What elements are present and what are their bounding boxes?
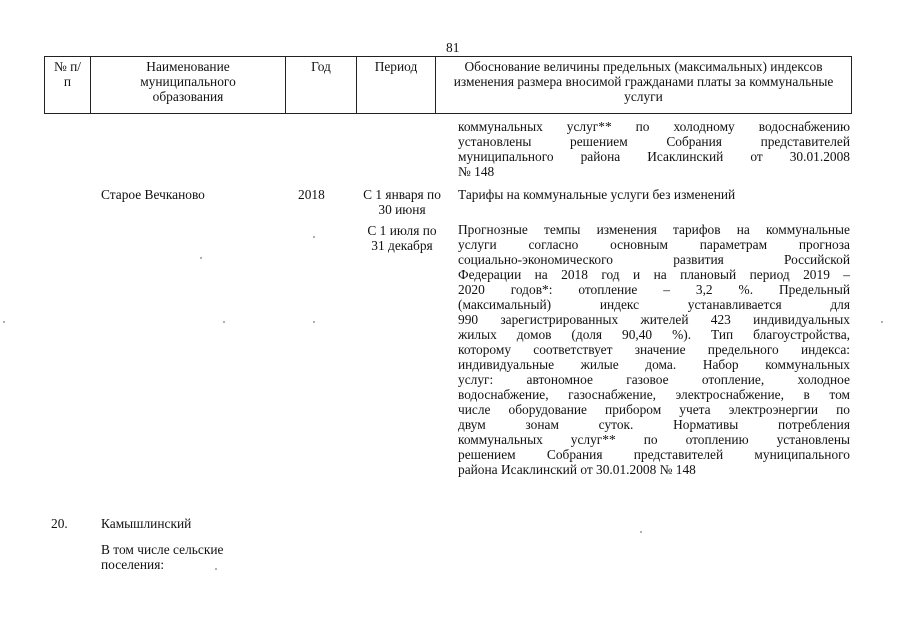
text-line: двум зонам суток. Нормативы потребления bbox=[458, 417, 850, 432]
row-year: 2018 bbox=[298, 187, 325, 202]
scan-speck bbox=[881, 321, 883, 323]
text-line: жилых домов (доля 90,40 %). Тип благоустройства, bbox=[458, 327, 850, 342]
justification-no-change: Тарифы на коммунальные услуги без изменений bbox=[458, 187, 736, 202]
district-name: Камышлинский bbox=[101, 516, 192, 531]
text-line: (максимальный) индекс устанавливается для bbox=[458, 297, 850, 312]
scan-speck bbox=[215, 568, 217, 570]
header-justification: Обоснование величины предельных (максимальных) индексов изменения размера вносимой гражданами платы за коммунальные услуги bbox=[453, 59, 834, 104]
scan-speck bbox=[223, 321, 225, 323]
header-number: № п/п bbox=[45, 57, 91, 113]
text-line: 2020 годов*: отопление – 3,2 %. Предельный bbox=[458, 282, 850, 297]
text-line: социально-экономического развития Российской bbox=[458, 252, 850, 267]
justification-forecast bbox=[458, 222, 850, 477]
scan-speck bbox=[640, 531, 642, 533]
scan-speck bbox=[313, 236, 315, 238]
header-year: Год bbox=[286, 57, 357, 113]
text-line: района Исаклинский от 30.01.2008 № 148 bbox=[458, 462, 696, 477]
scan-speck bbox=[200, 257, 202, 259]
scan-speck bbox=[3, 321, 5, 323]
text-line: № 148 bbox=[458, 164, 495, 179]
text-line: Федерации на 2018 год и на плановый период 2019 – bbox=[458, 267, 850, 282]
text-line: коммунальных услуг** по отоплению установлены bbox=[458, 432, 850, 447]
period-first-half: С 1 января по 30 июня bbox=[363, 187, 441, 217]
text-line: которому соответствует значение предельного индекса: bbox=[458, 342, 850, 357]
text-line: 990 зарегистрированных жителей 423 индивидуальных bbox=[458, 312, 850, 327]
header-period: Период bbox=[357, 57, 436, 113]
text-line: индивидуальные жилые дома. Набор коммунальных bbox=[458, 357, 850, 372]
text-line: числе оборудование прибором учета электроэнергии по bbox=[458, 402, 850, 417]
header-name: Наименование муниципального образования bbox=[91, 57, 286, 113]
text-line: решением Собрания представителей муниципального bbox=[458, 447, 850, 462]
text-line: водоснабжение, газоснабжение, электроснабжение, в том bbox=[458, 387, 850, 402]
text-line: установлены решением Собрания представителей bbox=[458, 134, 850, 149]
row-number: 20. bbox=[51, 516, 68, 531]
text-line: муниципального района Исаклинский от 30.01.2008 bbox=[458, 149, 850, 164]
text-line: Прогнозные темпы изменения тарифов на коммунальные bbox=[458, 222, 850, 237]
page-number: 81 bbox=[446, 40, 460, 55]
text-line: услуг: автономное газовое отопление, холодное bbox=[458, 372, 850, 387]
settlements-sublabel: В том числе сельские поселения: bbox=[101, 542, 224, 572]
text-line: услуги согласно основным параметрам прогноза bbox=[458, 237, 850, 252]
scan-speck bbox=[313, 321, 315, 323]
text-line: коммунальных услуг** по холодному водоснабжению bbox=[458, 119, 850, 134]
table-header bbox=[44, 56, 852, 114]
period-second-half: С 1 июля по 31 декабря bbox=[367, 223, 437, 253]
settlement-name: Старое Вечканово bbox=[101, 187, 205, 202]
continuation-paragraph bbox=[458, 119, 850, 179]
